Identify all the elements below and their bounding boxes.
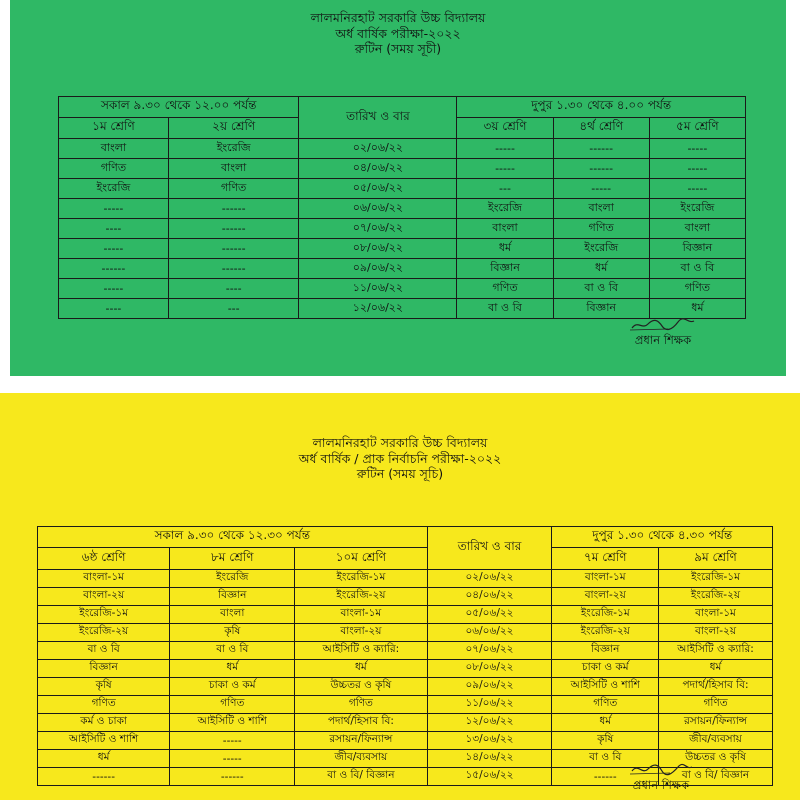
subject-cell: গণিত: [295, 696, 427, 714]
table-row: [38, 678, 773, 696]
subject-cell: বিজ্ঞান: [552, 642, 659, 660]
subject-cell: বাংলা-২য়: [659, 624, 773, 642]
subject-cell: পদার্থ/হিসাব বি:: [659, 678, 773, 696]
class-header: ১ম শ্রেণি: [59, 118, 169, 139]
school-name: লালমনিরহাট সরকারি উচ্চ বিদ্যালয়: [310, 10, 486, 25]
date-cell: ০৮/০৬/২২: [427, 660, 552, 678]
subject-cell: জীব/ব্যবসায়: [659, 732, 773, 750]
date-cell: ০৭/০৬/২২: [427, 642, 552, 660]
green-routine-sheet: [10, 0, 786, 376]
class-header: ৪র্থ শ্রেণি: [553, 118, 649, 139]
routine-table-body: [38, 570, 773, 786]
subject-cell: আইসিটি ও ক্যারি:: [295, 642, 427, 660]
subject-cell: বিজ্ঞান: [649, 239, 745, 259]
date-cell: ০৫/০৬/২২: [427, 606, 552, 624]
subject-cell: -----: [170, 750, 295, 768]
subject-cell: উচ্চতর ও কৃষি: [659, 750, 773, 768]
morning-session-header: সকাল ৯.৩০ থেকে ১২.৩০ পর্যন্ত: [38, 527, 428, 548]
subject-cell: -----: [59, 279, 169, 299]
subject-cell: ইংরেজি-১ম: [295, 570, 427, 588]
subject-cell: ধর্ম: [38, 750, 170, 768]
subject-cell: আইসিটি ও শাশি: [38, 732, 170, 750]
date-cell: ০৬/০৬/২২: [427, 624, 552, 642]
subject-cell: বিজ্ঞান: [38, 660, 170, 678]
subject-cell: চাকা ও কর্ম: [552, 660, 659, 678]
subject-cell: বিজ্ঞান: [457, 259, 553, 279]
subject-cell: বা ও বি/ বিজ্ঞান: [659, 768, 773, 786]
date-cell: ০২/০৬/২২: [427, 570, 552, 588]
subject-cell: রসায়ন/ফিন্যান্স: [295, 732, 427, 750]
subject-cell: বা ও বি/ বিজ্ঞান: [295, 768, 427, 786]
subject-cell: ------: [59, 259, 169, 279]
yellow-routine-sheet: [0, 393, 800, 800]
subject-cell: ---: [457, 179, 553, 199]
subject-cell: কর্ম ও চাকা: [38, 714, 170, 732]
subject-cell: ইংরেজি-২য়: [659, 588, 773, 606]
subject-cell: বাংলা-১ম: [295, 606, 427, 624]
subject-cell: ধর্ম: [457, 239, 553, 259]
subject-cell: -----: [649, 179, 745, 199]
class-header: ২য় শ্রেণি: [168, 118, 299, 139]
table-row: [38, 732, 773, 750]
subject-cell: -----: [59, 239, 169, 259]
subject-cell: গণিত: [168, 179, 299, 199]
subject-cell: ইংরেজি-২য়: [38, 624, 170, 642]
subject-cell: বিজ্ঞান: [170, 588, 295, 606]
table-row: [38, 606, 773, 624]
subject-cell: বা ও বি: [552, 750, 659, 768]
date-cell: ১১/০৬/২২: [427, 696, 552, 714]
date-cell: ১৪/০৬/২২: [427, 750, 552, 768]
subject-cell: বাংলা: [553, 199, 649, 219]
subject-cell: বা ও বি: [457, 299, 553, 319]
subject-cell: ধর্ম: [552, 714, 659, 732]
table-row: [59, 219, 746, 239]
subject-cell: ------: [553, 139, 649, 159]
subject-cell: গণিত: [552, 696, 659, 714]
subject-cell: ইংরেজি-১ম: [659, 570, 773, 588]
subject-cell: ----: [59, 299, 169, 319]
subject-cell: আইসিটি ও শাশি: [170, 714, 295, 732]
subject-cell: ধর্ম: [295, 660, 427, 678]
class-header: ৬ষ্ঠ শ্রেণি: [38, 548, 170, 570]
subject-cell: ইংরেজি-২য়: [552, 624, 659, 642]
subject-cell: বা ও বি: [38, 642, 170, 660]
subject-cell: ইংরেজি: [649, 199, 745, 219]
subject-cell: পদার্থ/হিসাব বি:: [295, 714, 427, 732]
date-cell: ০৮/০৬/২২: [299, 239, 457, 259]
morning-session-header: সকাল ৯.৩০ থেকে ১২.০০ পর্যন্ত: [59, 97, 299, 118]
subject-cell: উচ্চতর ও কৃষি: [295, 678, 427, 696]
table-row: [38, 570, 773, 588]
date-cell: ০৯/০৬/২২: [299, 259, 457, 279]
date-cell: ১২/০৬/২২: [299, 299, 457, 319]
date-header: তারিখ ও বার: [299, 97, 457, 139]
table-row: [38, 660, 773, 678]
class-header: ৭ম শ্রেণি: [552, 548, 659, 570]
date-cell: ১১/০৬/২২: [299, 279, 457, 299]
subject-cell: গণিত: [38, 696, 170, 714]
subject-cell: ------: [552, 768, 659, 786]
subject-cell: ------: [168, 259, 299, 279]
date-cell: ০৬/০৬/২২: [299, 199, 457, 219]
subject-cell: বাংলা-১ম: [38, 570, 170, 588]
date-cell: ১৫/০৬/২২: [427, 768, 552, 786]
subject-cell: ইংরেজি-২য়: [295, 588, 427, 606]
headmaster-signature-block: [616, 761, 706, 796]
subject-cell: -----: [649, 159, 745, 179]
subject-cell: ইংরেজি: [168, 139, 299, 159]
routine-title: রুটিন (সময় সূচি): [356, 466, 444, 482]
subject-cell: গণিত: [170, 696, 295, 714]
subject-cell: ধর্ম: [659, 660, 773, 678]
subject-cell: গণিত: [659, 696, 773, 714]
routine-table: [58, 96, 746, 319]
subject-cell: বাংলা-১ম: [659, 606, 773, 624]
subject-cell: ------: [168, 199, 299, 219]
table-row: [59, 259, 746, 279]
class-header: ৩য় শ্রেণি: [457, 118, 553, 139]
table-row: [59, 239, 746, 259]
class-header: ৫ম শ্রেণি: [649, 118, 745, 139]
subject-cell: গণিত: [457, 279, 553, 299]
table-row: [38, 642, 773, 660]
subject-cell: গণিত: [553, 219, 649, 239]
subject-cell: আইসিটি ও শাশি: [552, 678, 659, 696]
subject-cell: ------: [38, 768, 170, 786]
subject-cell: বা ও বি: [170, 642, 295, 660]
subject-cell: ------: [168, 219, 299, 239]
date-header: তারিখ ও বার: [427, 527, 552, 570]
subject-cell: চাকা ও কর্ম: [170, 678, 295, 696]
headmaster-title: প্রধান শিক্ষক: [634, 333, 692, 347]
subject-cell: বাংলা-১ম: [552, 570, 659, 588]
signature-scribble: [626, 761, 696, 777]
subject-cell: বাংলা: [168, 159, 299, 179]
subject-cell: ধর্ম: [553, 259, 649, 279]
subject-cell: বাংলা-২য়: [38, 588, 170, 606]
subject-cell: ইংরেজি: [59, 179, 169, 199]
subject-cell: কৃষি: [170, 624, 295, 642]
subject-cell: -----: [59, 199, 169, 219]
subject-cell: -----: [170, 732, 295, 750]
table-row: [59, 199, 746, 219]
date-cell: ০২/০৬/২২: [299, 139, 457, 159]
routine-table-body: [59, 139, 746, 319]
subject-cell: বিজ্ঞান: [553, 299, 649, 319]
subject-cell: জীব/ব্যবসায়: [295, 750, 427, 768]
headmaster-signature-block: [618, 316, 708, 351]
signature-scribble: [628, 316, 698, 332]
subject-cell: -----: [649, 139, 745, 159]
afternoon-session-header: দুপুর ১.৩০ থেকে ৪.০০ পর্যন্ত: [457, 97, 746, 118]
headmaster-title: প্রধান শিক্ষক: [632, 778, 690, 792]
subject-cell: কৃষি: [38, 678, 170, 696]
subject-cell: বা ও বি: [649, 259, 745, 279]
subject-cell: আইসিটি ও ক্যারি:: [659, 642, 773, 660]
date-cell: ০৭/০৬/২২: [299, 219, 457, 239]
date-cell: ০৪/০৬/২২: [299, 159, 457, 179]
school-name: লালমনিরহাট সরকারি উচ্চ বিদ্যালয়: [312, 435, 488, 450]
subject-cell: -----: [457, 139, 553, 159]
subject-cell: বাংলা-২য়: [295, 624, 427, 642]
sheet-header: [0, 435, 800, 482]
class-header: ৯ম শ্রেণি: [659, 548, 773, 570]
subject-cell: কৃষি: [552, 732, 659, 750]
subject-cell: ------: [168, 239, 299, 259]
exam-title: অর্ধ বার্ষিক / প্রাক নির্বাচনি পরীক্ষা-২০২২: [298, 450, 502, 466]
afternoon-session-header: দুপুর ১.৩০ থেকে ৪.৩০ পর্যন্ত: [552, 527, 773, 548]
subject-cell: গণিত: [59, 159, 169, 179]
sheet-header: [10, 10, 786, 57]
date-cell: ১৩/০৬/২২: [427, 732, 552, 750]
table-row: [59, 279, 746, 299]
subject-cell: ইংরেজি: [457, 199, 553, 219]
subject-cell: বাংলা: [59, 139, 169, 159]
subject-cell: বাংলা: [457, 219, 553, 239]
subject-cell: ইংরেজি: [170, 570, 295, 588]
exam-title: অর্ধ বার্ষিক পরীক্ষা-২০২২: [335, 25, 461, 41]
routine-title: রুটিন (সময় সূচী): [354, 41, 442, 57]
subject-cell: ------: [553, 159, 649, 179]
subject-cell: ইংরেজি-১ম: [38, 606, 170, 624]
date-cell: ০৯/০৬/২২: [427, 678, 552, 696]
routine-table: [37, 526, 773, 786]
table-row: [38, 588, 773, 606]
subject-cell: ধর্ম: [649, 299, 745, 319]
subject-cell: ----: [168, 279, 299, 299]
subject-cell: ইংরেজি: [553, 239, 649, 259]
subject-cell: ---: [168, 299, 299, 319]
subject-cell: ধর্ম: [170, 660, 295, 678]
subject-cell: রসায়ন/ফিন্যান্স: [659, 714, 773, 732]
table-row: [38, 624, 773, 642]
subject-cell: বাংলা: [649, 219, 745, 239]
subject-cell: বা ও বি: [553, 279, 649, 299]
subject-cell: -----: [457, 159, 553, 179]
table-row: [38, 696, 773, 714]
table-row: [59, 179, 746, 199]
table-row: [38, 714, 773, 732]
class-header: ১০ম শ্রেণি: [295, 548, 427, 570]
table-row: [59, 159, 746, 179]
date-cell: ০৫/০৬/২২: [299, 179, 457, 199]
subject-cell: গণিত: [649, 279, 745, 299]
subject-cell: বাংলা-২য়: [552, 588, 659, 606]
date-cell: ০৪/০৬/২২: [427, 588, 552, 606]
subject-cell: -----: [553, 179, 649, 199]
subject-cell: ----: [59, 219, 169, 239]
subject-cell: বাংলা: [170, 606, 295, 624]
subject-cell: ইংরেজি-১ম: [552, 606, 659, 624]
date-cell: ১২/০৬/২২: [427, 714, 552, 732]
subject-cell: ------: [170, 768, 295, 786]
class-header: ৮ম শ্রেণি: [170, 548, 295, 570]
table-row: [59, 139, 746, 159]
